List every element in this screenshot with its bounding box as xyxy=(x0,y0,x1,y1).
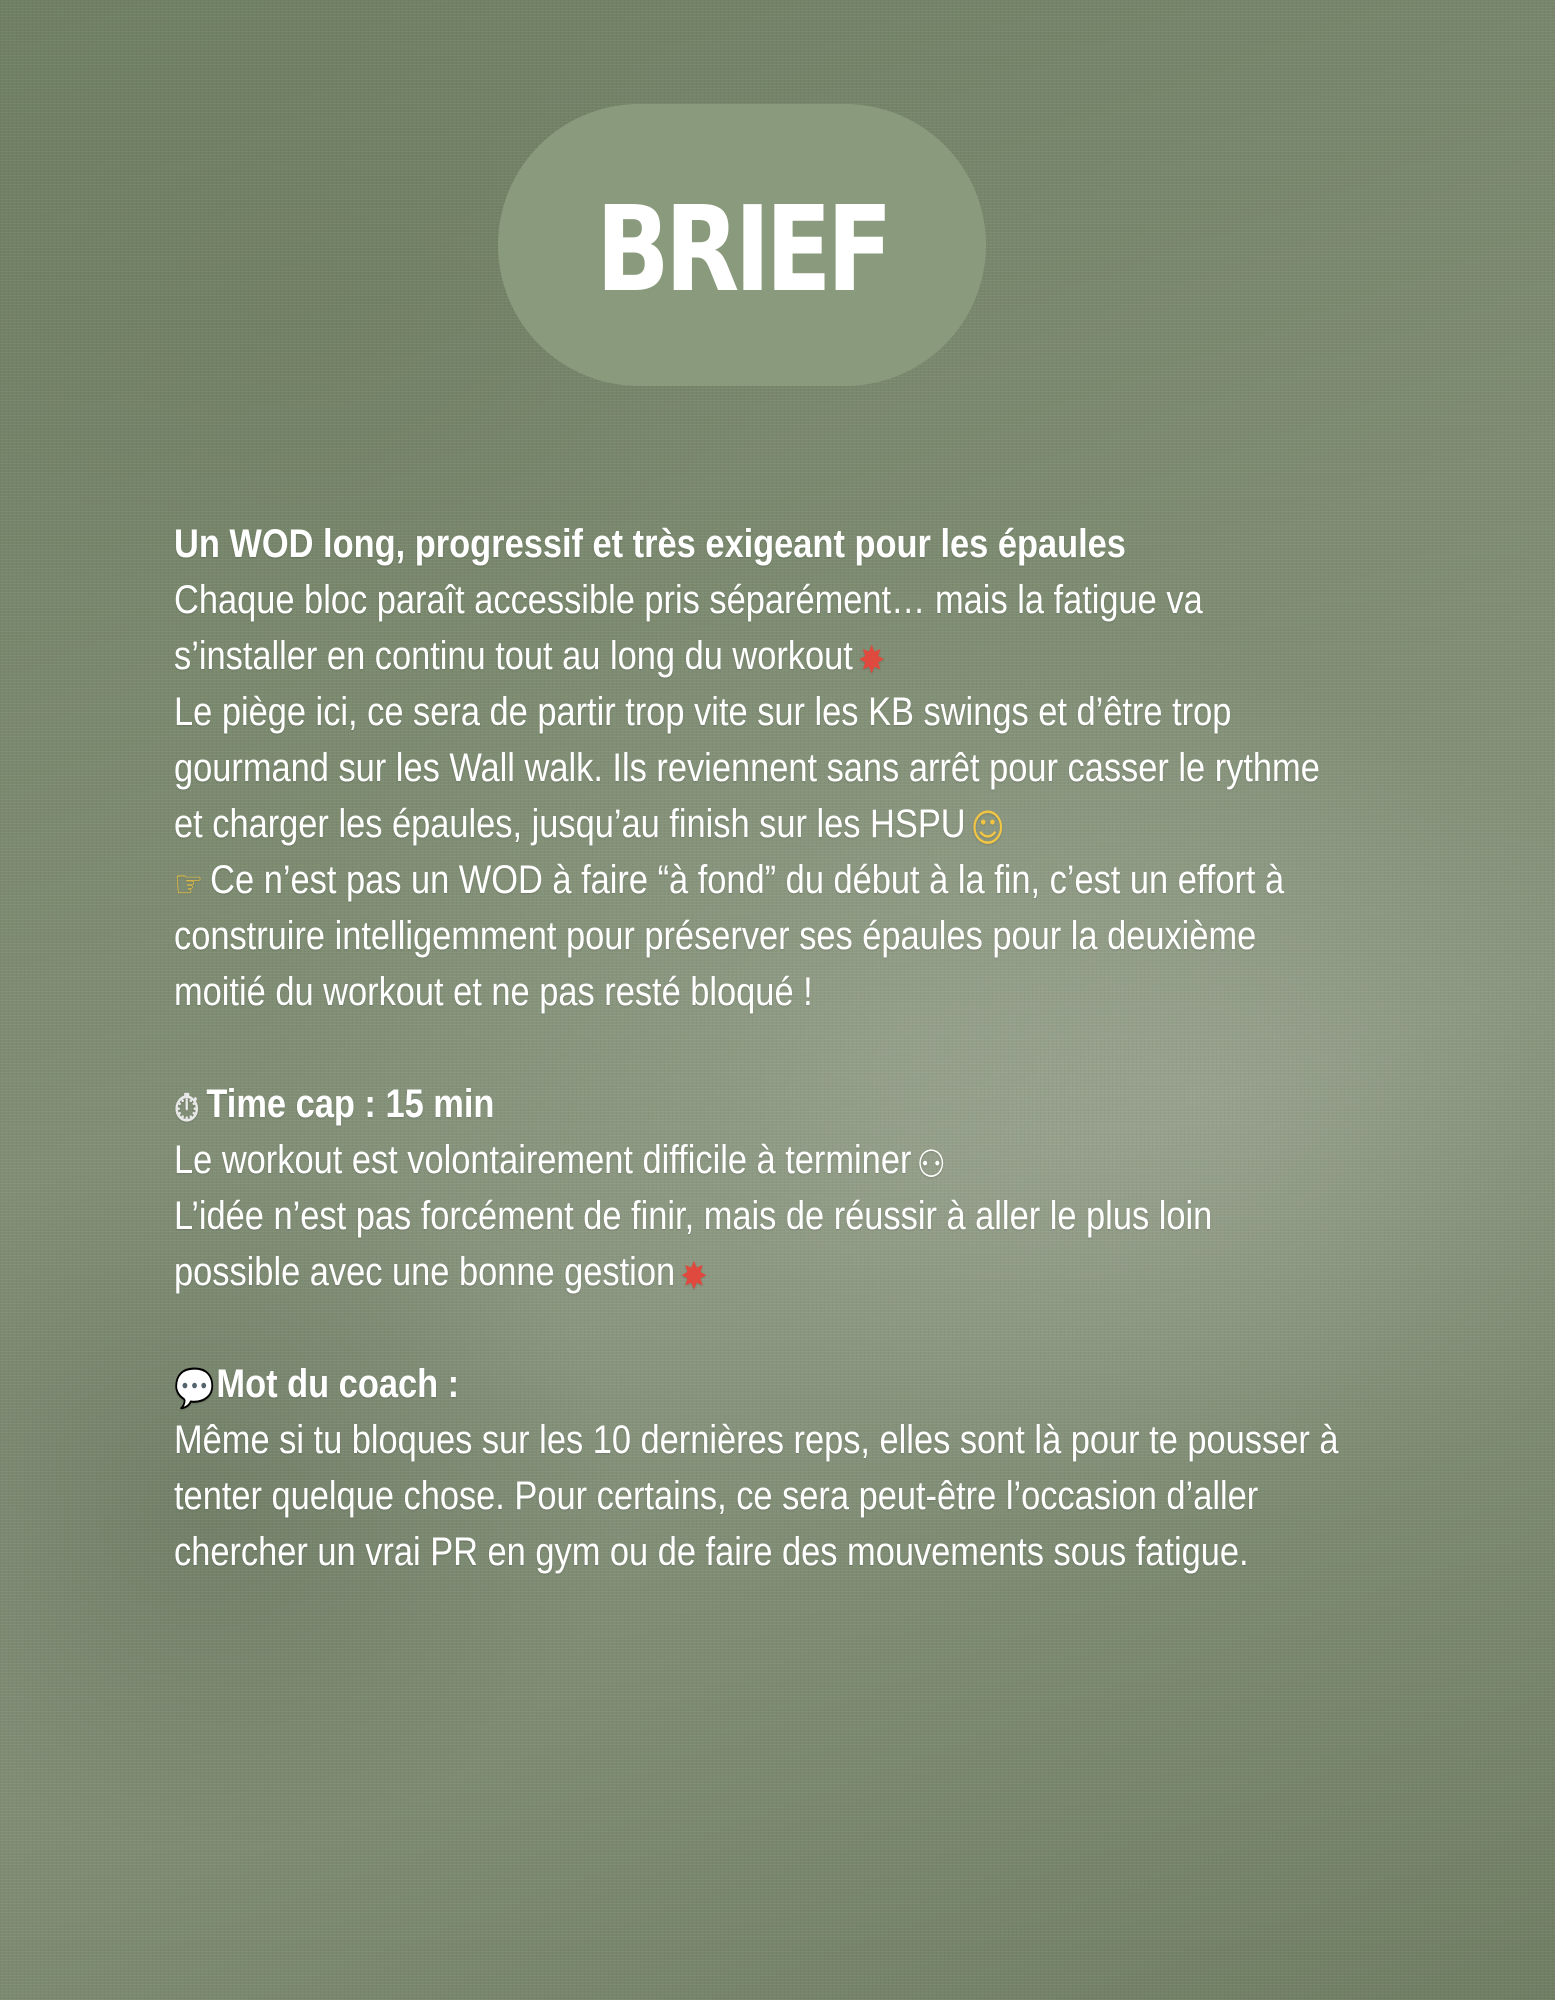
brief-content xyxy=(174,516,1424,1580)
intro-line-3: Le piège ici, ce sera de partir trop vite sur les KB swings et d’être trop xyxy=(174,690,1232,734)
sweat-smile-icon: ☺ xyxy=(970,806,1005,850)
intro-heading: Un WOD long, progressif et très exigeant pour les épaules xyxy=(174,522,1126,566)
pointing-right-icon: ☞ xyxy=(174,862,204,906)
intro-line-7: construire intelligemment pour préserver ses épaules pour la deuxième xyxy=(174,914,1257,958)
coach-heading: Mot du coach : xyxy=(216,1362,460,1406)
timecap-line-3: possible avec une bonne gestion xyxy=(174,1250,676,1294)
section-spacer xyxy=(174,1300,1424,1356)
timecap-line-3-row xyxy=(174,1244,1249,1300)
section-spacer xyxy=(174,1020,1424,1076)
timecap-heading: Time cap : 15 min xyxy=(206,1082,495,1126)
intro-line-2: s’installer en continu tout au long du workout xyxy=(174,634,853,678)
timecap-line-1: Le workout est volontairement difficile à terminer xyxy=(174,1138,912,1182)
intro-line-4: gourmand sur les Wall walk. Ils reviennent sans arrêt pour casser le rythme xyxy=(174,746,1320,790)
intro-line-2-row xyxy=(174,628,1249,684)
page-title: BRIEF xyxy=(596,180,888,318)
coach-line-3: chercher un vrai PR en gym ou de faire des mouvements sous fatigue. xyxy=(174,1530,1249,1574)
collision-icon: ✸ xyxy=(680,1254,708,1298)
intro-line-8: moitié du workout et ne pas resté bloqué ! xyxy=(174,970,813,1014)
timecap-line-1-row xyxy=(174,1132,1249,1188)
stopwatch-icon: ⏱ xyxy=(174,1086,200,1130)
coach-heading-row xyxy=(174,1356,1249,1412)
collision-icon: ✸ xyxy=(858,638,886,682)
intro-line-5: et charger les épaules, jusqu’au finish sur les HSPU xyxy=(174,802,966,846)
coach-line-1: Même si tu bloques sur les 10 dernières reps, elles sont là pour te pousser à xyxy=(174,1418,1339,1462)
title-pill xyxy=(498,104,986,386)
speech-bubble-icon: 💬 xyxy=(174,1366,215,1410)
intro-line-5-row xyxy=(174,796,1249,852)
coach-line-2: tenter quelque chose. Pour certains, ce sera peut-être l’occasion d’aller xyxy=(174,1474,1259,1518)
timecap-line-2: L’idée n’est pas forcément de finir, mais de réussir à aller le plus loin xyxy=(174,1194,1213,1238)
eyes-icon: ⚇ xyxy=(916,1142,946,1186)
intro-line-6-row xyxy=(174,852,1285,908)
intro-line-1: Chaque bloc paraît accessible pris séparément… mais la fatigue va xyxy=(174,578,1203,622)
intro-line-6: Ce n’est pas un WOD à faire “à fond” du début à la fin, c’est un effort à xyxy=(210,858,1285,902)
timecap-heading-row xyxy=(174,1076,1249,1132)
